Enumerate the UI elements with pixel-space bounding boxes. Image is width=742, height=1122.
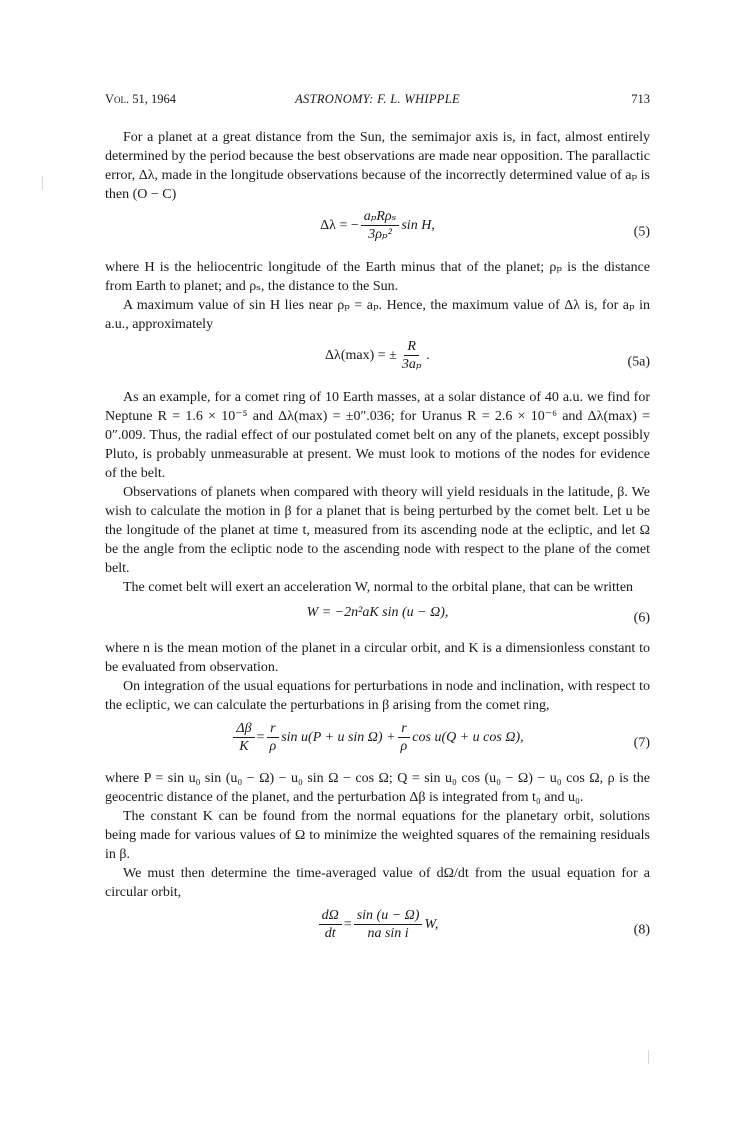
eq7-term-1: sin u(P + u sin Ω) + (281, 730, 396, 745)
eq5-fraction (361, 208, 400, 243)
eq7-f2-numerator: r (267, 720, 278, 738)
running-title: ASTRONOMY: F. L. WHIPPLE (295, 92, 460, 106)
equation-6 (105, 603, 650, 633)
article-body (105, 128, 650, 956)
paragraph: where n is the mean motion of the planet in a circular orbit, and K is a dimensionless constant to be evaluated from observation. (105, 641, 650, 675)
equation-5 (105, 208, 650, 256)
eq8-rhs: W, (424, 917, 439, 932)
eq7-f1-numerator: Δβ (233, 720, 254, 738)
eq8-fraction-domega-dt (319, 907, 342, 942)
volume-label: Vol. 51, 1964 (105, 92, 177, 106)
eq7-number: (7) (633, 735, 650, 751)
eq7-f2-denominator: ρ (269, 739, 277, 754)
eq8-equals: = (343, 917, 352, 932)
eq5-rhs: sin H, (401, 218, 435, 233)
eq7-equals: = (256, 730, 265, 745)
eq5a-denominator: 3aₚ (401, 357, 422, 372)
paragraph: A maximum value of sin H lies near ρₚ = aₚ. Hence, the maximum value of Δλ is, for aₚ in a.u., approximately (105, 298, 650, 332)
eq7-f3-numerator: r (398, 720, 409, 738)
eq5a-numerator: R (404, 338, 419, 356)
equation-8 (105, 906, 650, 954)
eq8-number: (8) (633, 922, 650, 938)
eq6-text: W = −2n²aK sin (u − Ω), (306, 605, 449, 620)
eq8-fraction-sin (354, 907, 423, 942)
paragraph: As an example, for a comet ring of 10 Earth masses, at a solar distance of 40 a.u. we find for Neptune R = 1.6 × 10⁻⁵ and Δλ(max) = ±0″.036; for Uranus R = 2.6 × 10⁻⁶ and Δλ(max) = 0″.009. Thus, the radial effect of our postulated comet belt on any of the planets, except possibly Pluto, is probably unmeasurable at present. We must look to motions of the nodes for evidence of the belt. (105, 390, 650, 481)
paragraph: On integration of the usual equations for perturbations in node and inclination, with respect to the ecliptic, we can calculate the perturbations in β arising from the comet ring, (105, 679, 650, 713)
equation-5a (105, 338, 650, 386)
eq7-f3-denominator: ρ (400, 739, 408, 754)
eq5a-fraction (399, 338, 425, 373)
eq8-f2-denominator: na sin i (367, 926, 409, 941)
paragraph: where P = sin u₀ sin (u₀ − Ω) − u₀ sin Ω − cos Ω; Q = sin u₀ cos (u₀ − Ω) − u₀ cos Ω, ρ is the geocentric distance of the planet, and the perturbation Δβ is integrated from t₀ and u₀. (105, 771, 650, 805)
eq7-fraction-dbeta-k (233, 720, 254, 755)
eq8-f1-numerator: dΩ (319, 907, 342, 925)
paragraph: Observations of planets when compared with theory will yield residuals in the latitude, β. We wish to calculate the motion in β for a planet that is being perturbed by the comet belt. Let u be the longitude of the planet at time t, measured from its ascending node at the ecliptic, and let Ω be the angle from the ecliptic node to the ascending node with respect to the plane of the comet belt. (105, 485, 650, 576)
paragraph: where H is the heliocentric longitude of the Earth minus that of the planet; ρₚ is the distance from Earth to planet; and ρₛ, the distance to the Sun. (105, 260, 650, 294)
eq5a-number: (5a) (627, 354, 650, 370)
eq8-f2-numerator: sin (u − Ω) (354, 907, 423, 925)
eq5-numerator: aₚRρₛ (361, 208, 400, 226)
paragraph: For a planet at a great distance from the Sun, the semimajor axis is, in fact, almost entirely determined by the period because the best observations are made near opposition. The parallactic error, Δλ, made in the longitude observations because of the incorrectly determined value of aₚ is then (O − C) (105, 130, 650, 202)
eq5-number: (5) (633, 224, 650, 240)
scan-margin-mark (42, 176, 43, 190)
eq8-f1-denominator: dt (324, 926, 336, 941)
eq6-number: (6) (633, 610, 650, 626)
eq7-f1-denominator: K (239, 739, 249, 754)
page-number: 713 (631, 92, 650, 106)
scan-margin-mark (648, 1050, 649, 1064)
eq5-denominator: 3ρₚ² (368, 227, 392, 242)
paragraph: We must then determine the time-averaged value of dΩ/dt from the usual equation for a circular orbit, (105, 866, 650, 900)
paragraph: The comet belt will exert an acceleration W, normal to the orbital plane, that can be written (123, 580, 634, 595)
eq7-fraction-r-rho-2 (398, 720, 411, 755)
eq5a-rhs: . (426, 348, 430, 363)
eq7-fraction-r-rho-1 (266, 720, 279, 755)
equation-7 (105, 719, 650, 767)
eq7-term-2: cos u(Q + u cos Ω), (412, 730, 524, 745)
eq5a-lhs: Δλ(max) = ± (325, 348, 397, 363)
eq5-lhs: Δλ = − (320, 218, 359, 233)
paragraph: The constant K can be found from the normal equations for the planetary orbit, solutions being made for various values of Ω to minimize the weighted squares of the remaining residuals in β. (105, 809, 650, 862)
